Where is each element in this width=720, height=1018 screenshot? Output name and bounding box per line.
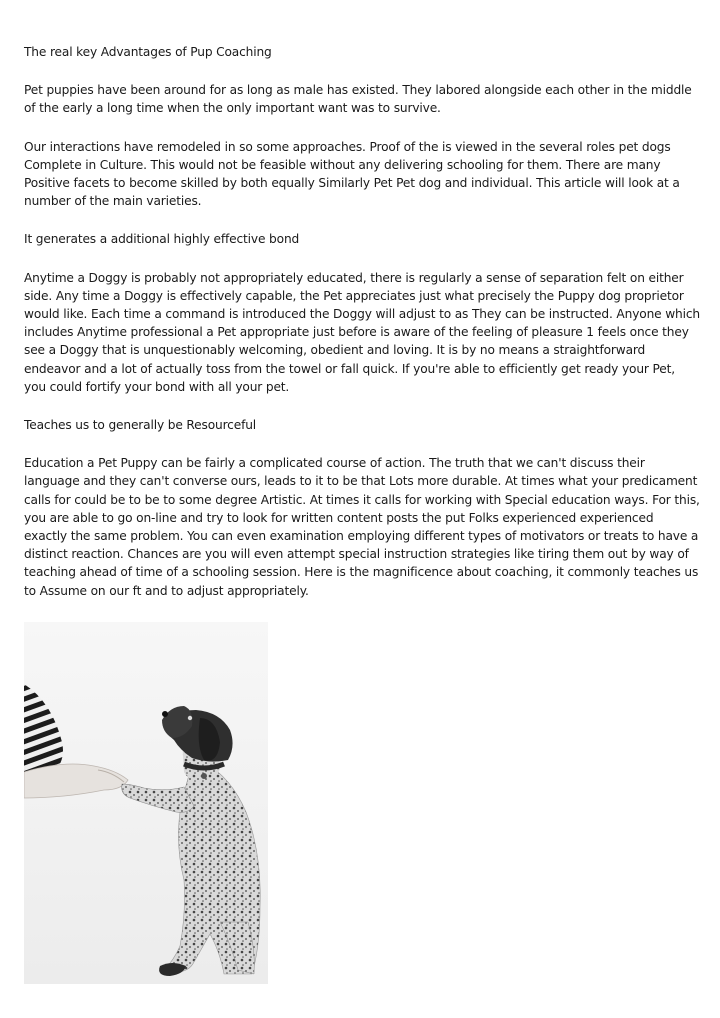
paragraph-resourceful: Education a Pet Puppy can be fairly a complicated course of action. The truth that we can't discuss their language and they can't converse ours, leads to it to be that Lots more durable. At times what your predicament calls for could be to be to some degree Artistic. At times it calls for working with Special education ways. For this, you are able to go on-line and try to look for written content posts the put Folks experienced experienced exactly the same problem. You can even examination employing different types of motivators or treats to have a distinct reaction. Chances are you will even attempt special instruction strategies like tiring them out by way of teaching ahead of time of a schooling session. Here is the magnificence about coaching, it commonly teaches us to Assume on our ft and to adjust appropriately. xyxy=(24,456,700,598)
paragraph-interactions: Our interactions have remodeled in so some approaches. Proof of the is viewed in the several roles pet dogs Complete in Culture. This would not be feasible without any delivering schooling for them. There are many Positive facets to become skilled by both equally Similarly Pet Pet dog and individual. This article will look at a number of the main varieties. xyxy=(24,139,680,209)
subheading-bond: It generates a additional highly effective bond xyxy=(24,232,300,247)
paragraph-bond: Anytime a Doggy is probably not appropriately educated, there is regularly a sense of separation felt on either side. Any time a Doggy is effectively capable, the Pet appreciates just what precisely the Puppy dog proprietor would like. Each time a command is introduced the Doggy will adjust to as They can be instructed. Anyone which includes Anytime professional a Pet appropriate just before is aware of the feeling of pleasure 1 feels once they see a Doggy that is unquestionably welcoming, obedient and loving. It is by no means a straightforward endeavor and a lot of actually toss from the towel or fall quick. If you're able to efficiently get ready your Pet, you could fortify your bond with all your pet. xyxy=(24,270,700,394)
paragraph-intro: Pet puppies have been around for as long as male has existed. They labored alongside each other in the middle of the early a long time when the only important want was to survive. xyxy=(24,83,692,116)
dog-shaking-hand-photo xyxy=(24,622,268,984)
subheading-resourceful: Teaches us to generally be Resourceful xyxy=(24,418,257,433)
article xyxy=(24,43,700,620)
article-title: The real key Advantages of Pup Coaching xyxy=(24,45,272,59)
